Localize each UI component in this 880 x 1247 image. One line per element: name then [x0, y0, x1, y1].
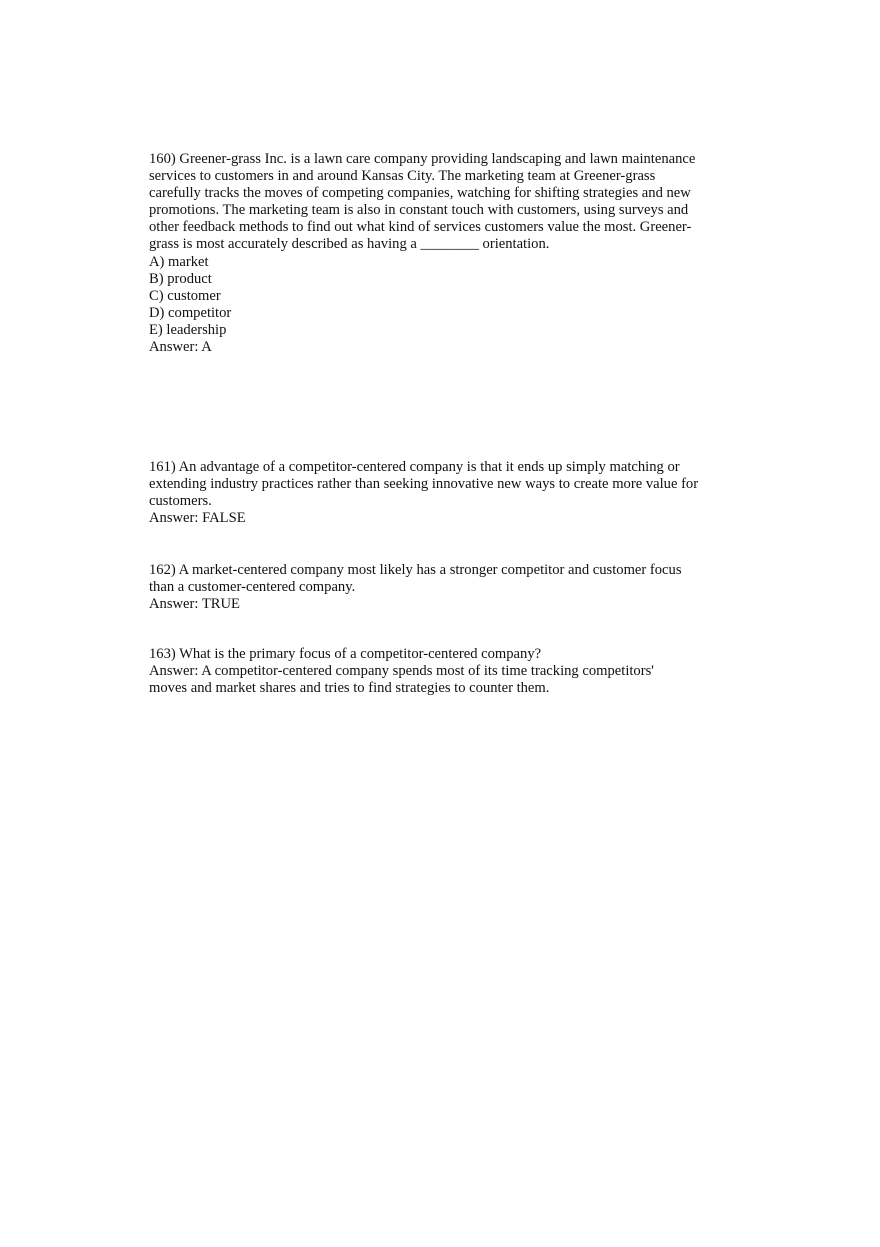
answer-option-d: D) competitor — [149, 304, 232, 321]
question-text-line: promotions. The marketing team is also in constant touch with customers, using surveys and — [149, 202, 689, 219]
question-160 — [149, 151, 719, 356]
question-text-line: 163) What is the primary focus of a competitor-centered company? — [149, 646, 542, 662]
answer-option-a: A) market — [149, 253, 209, 270]
question-163 — [149, 646, 719, 697]
answer-text-line: Answer: A competitor-centered company spends most of its time tracking competitors' — [149, 663, 654, 680]
answer-option-e: E) leadership — [149, 321, 227, 338]
answer-key: Answer: FALSE — [149, 510, 246, 527]
question-text-line: than a customer-centered company. — [149, 579, 356, 596]
question-text-line: services to customers in and around Kansas City. The marketing team at Greener-grass — [149, 168, 656, 185]
question-text-line: extending industry practices rather than seeking innovative new ways to create more value for — [149, 476, 699, 493]
question-text-line: 161) An advantage of a competitor-centered company is that it ends up simply matching or — [149, 459, 680, 475]
answer-option-b: B) product — [149, 270, 212, 287]
question-text-line: grass is most accurately described as having a ________ orientation. — [149, 236, 550, 253]
question-text-line: 160) Greener-grass Inc. is a lawn care company providing landscaping and lawn maintenance — [149, 151, 696, 167]
question-text-line: 162) A market-centered company most likely has a stronger competitor and customer focus — [149, 562, 682, 578]
answer-key: Answer: TRUE — [149, 596, 240, 613]
question-text-line: customers. — [149, 493, 212, 510]
question-text-line: other feedback methods to find out what kind of services customers value the most. Greener- — [149, 219, 692, 236]
answer-text-line: moves and market shares and tries to find strategies to counter them. — [149, 680, 550, 697]
question-text-line: carefully tracks the moves of competing companies, watching for shifting strategies and new — [149, 185, 691, 202]
question-162 — [149, 562, 719, 613]
answer-key: Answer: A — [149, 339, 212, 356]
answer-option-c: C) customer — [149, 287, 221, 304]
question-161 — [149, 459, 719, 527]
